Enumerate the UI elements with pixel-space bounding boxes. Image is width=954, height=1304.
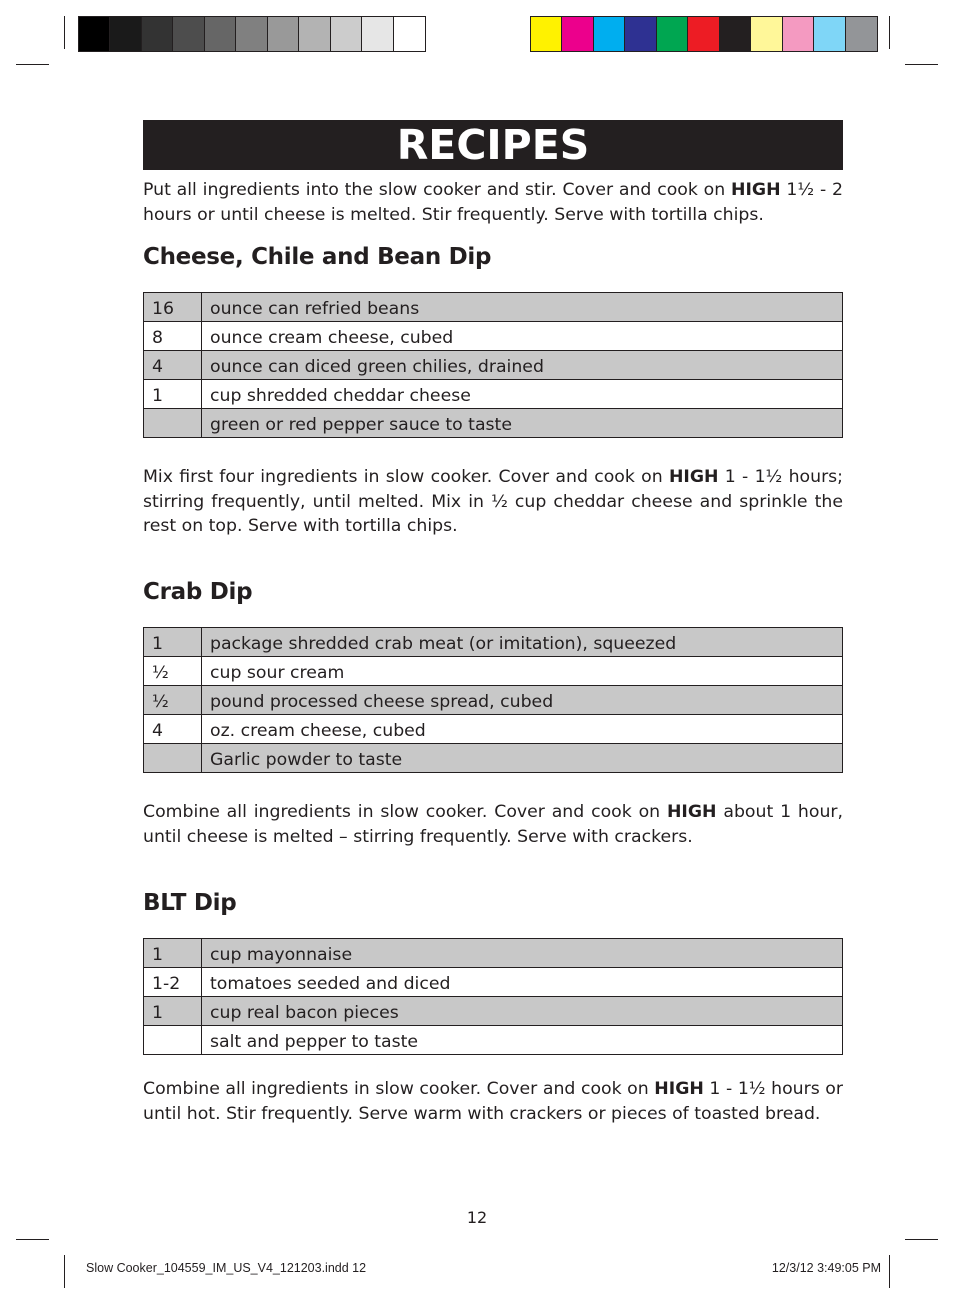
ingredient-cell: cup real bacon pieces (202, 997, 843, 1026)
table-row (144, 744, 843, 773)
crop-mark (64, 16, 65, 49)
crop-mark (889, 1255, 890, 1288)
table-row (144, 1026, 843, 1055)
ingredient-cell: green or red pepper sauce to taste (202, 409, 843, 438)
quantity-cell: 1-2 (144, 968, 202, 997)
color-swatch (720, 17, 751, 51)
table-row (144, 715, 843, 744)
print-timestamp: 12/3/12 3:49:05 PM (771, 1261, 881, 1275)
table-row (144, 657, 843, 686)
color-swatch (142, 17, 173, 51)
crop-mark (64, 1255, 65, 1288)
ingredients-table (143, 627, 843, 773)
quantity-cell: 1 (144, 939, 202, 968)
table-row (144, 686, 843, 715)
color-swatch (110, 17, 141, 51)
ingredient-cell: package shredded crab meat (or imitation), squeezed (202, 628, 843, 657)
process-color-bar (530, 16, 878, 52)
intro-directions: Put all ingredients into the slow cooker and stir. Cover and cook on HIGH 1½ - 2 hours or until cheese is melted. Stir frequently. Serve with tortilla chips. (143, 180, 843, 225)
ingredient-cell: tomatoes seeded and diced (202, 968, 843, 997)
quantity-cell: 1 (144, 628, 202, 657)
color-swatch (625, 17, 656, 51)
quantity-cell (144, 409, 202, 438)
page-number: 12 (466, 1208, 488, 1227)
ingredient-cell: salt and pepper to taste (202, 1026, 843, 1055)
color-swatch (846, 17, 877, 51)
color-swatch (331, 17, 362, 51)
table-row (144, 380, 843, 409)
crop-mark (16, 1239, 49, 1240)
quantity-cell: 1 (144, 380, 202, 409)
color-swatch (562, 17, 593, 51)
ingredient-cell: cup sour cream (202, 657, 843, 686)
recipe-title: Crab Dip (143, 579, 253, 605)
color-swatch (657, 17, 688, 51)
ingredient-cell: cup mayonnaise (202, 939, 843, 968)
recipe-directions: Combine all ingredients in slow cooker. Cover and cook on HIGH about 1 hour, until cheese is melted – stirring frequently. Serve with crackers. (143, 802, 843, 847)
table-row (144, 351, 843, 380)
quantity-cell: 1 (144, 997, 202, 1026)
color-swatch (236, 17, 267, 51)
quantity-cell (144, 744, 202, 773)
color-swatch (362, 17, 393, 51)
color-swatch (814, 17, 845, 51)
table-row (144, 409, 843, 438)
color-swatch (173, 17, 204, 51)
color-swatch (531, 17, 562, 51)
page-title: RECIPES (143, 120, 843, 170)
crop-mark (905, 64, 938, 65)
ingredient-cell: Garlic powder to taste (202, 744, 843, 773)
ingredient-cell: pound processed cheese spread, cubed (202, 686, 843, 715)
table-row (144, 997, 843, 1026)
table-row (144, 293, 843, 322)
quantity-cell: 4 (144, 715, 202, 744)
color-swatch (79, 17, 110, 51)
ingredient-cell: ounce can diced green chilies, drained (202, 351, 843, 380)
recipe-directions: Combine all ingredients in slow cooker. Cover and cook on HIGH 1 - 1½ hours or until hot. Stir frequently. Serve warm with crackers or pieces of toasted bread. (143, 1079, 843, 1124)
color-swatch (594, 17, 625, 51)
crop-mark (905, 1239, 938, 1240)
file-slug: Slow Cooker_104559_IM_US_V4_121203.indd 12 (86, 1261, 367, 1275)
color-swatch (783, 17, 814, 51)
ingredients-table (143, 938, 843, 1055)
quantity-cell: ½ (144, 686, 202, 715)
ingredient-cell: ounce cream cheese, cubed (202, 322, 843, 351)
color-swatch (268, 17, 299, 51)
ingredient-cell: oz. cream cheese, cubed (202, 715, 843, 744)
ingredient-cell: cup shredded cheddar cheese (202, 380, 843, 409)
table-row (144, 968, 843, 997)
table-row (144, 322, 843, 351)
color-swatch (299, 17, 330, 51)
table-row (144, 939, 843, 968)
crop-mark (16, 64, 49, 65)
quantity-cell (144, 1026, 202, 1055)
recipe-title: BLT Dip (143, 890, 237, 916)
color-swatch (688, 17, 719, 51)
quantity-cell: 8 (144, 322, 202, 351)
ingredient-cell: ounce can refried beans (202, 293, 843, 322)
crop-mark (889, 16, 890, 49)
quantity-cell: 4 (144, 351, 202, 380)
table-row (144, 628, 843, 657)
color-swatch (205, 17, 236, 51)
grayscale-color-bar (78, 16, 426, 52)
color-swatch (394, 17, 425, 51)
ingredients-table (143, 292, 843, 438)
color-swatch (751, 17, 782, 51)
quantity-cell: 16 (144, 293, 202, 322)
recipe-title: Cheese, Chile and Bean Dip (143, 244, 492, 270)
quantity-cell: ½ (144, 657, 202, 686)
recipe-directions: Mix first four ingredients in slow cooker. Cover and cook on HIGH 1 - 1½ hours; stirring frequently, until melted. Mix in ½ cup cheddar cheese and sprinkle the rest on top. Serve with tortilla chips. (143, 467, 843, 536)
